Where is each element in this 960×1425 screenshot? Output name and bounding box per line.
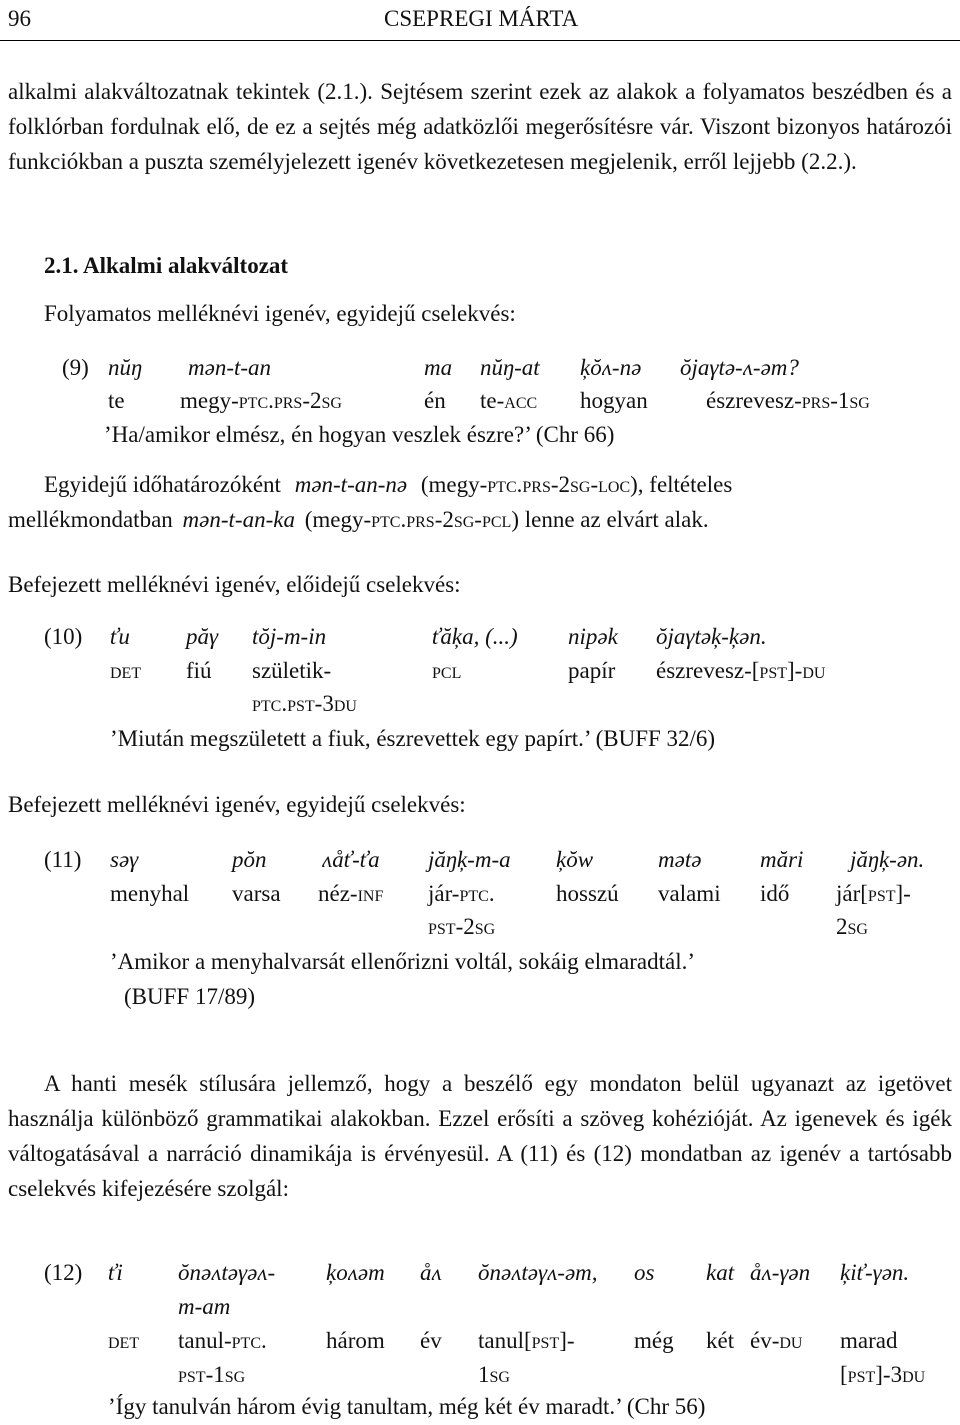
source-word: os bbox=[634, 1260, 655, 1285]
paragraph-2 bbox=[8, 1066, 952, 1206]
source-word: ķŏʌ-nə bbox=[580, 355, 642, 380]
gloss-word: [pst]-3du bbox=[840, 1362, 926, 1387]
translation: ’Ha/amikor elmész, én hogyan veszlek észre?’ (Chr 66) bbox=[104, 422, 615, 447]
translation: ’Így tanulván három évig tanultam, még két év maradt.’ (Chr 56) bbox=[108, 1394, 706, 1419]
source-word: ķŏw bbox=[556, 847, 594, 872]
gloss-word: tanul[pst]- bbox=[478, 1328, 575, 1353]
source-word: ťăķa, (...) bbox=[432, 624, 518, 649]
paragraph-1-text: alkalmi alakváltozatnak tekintek (2.1.). Sejtésem szerint ezek az alakok a folyamatos beszédben és a folklórban fordulnak elő, de ez a sejtés még adatközlői megerősítésre vár. Viszont bizonyos határozói funkciókban a puszta személyjelezett igenév következetesen megjelenik, erről lejjebb (2.2.). bbox=[8, 79, 952, 174]
note-line-1: Egyidejű időhatározóként mən-t-an-nə (megy-ptc.prs-2sg-loc), feltételes bbox=[44, 472, 733, 497]
gloss-word: születik- bbox=[252, 658, 332, 683]
source-word: ķiť-γən. bbox=[840, 1260, 910, 1285]
gloss-word: pst-1sg bbox=[178, 1362, 246, 1387]
paragraph-2-text: A hanti mesék stílusára jellemző, hogy a beszélő egy mondaton belül ugyanazt az igetövet használja különböző grammatikai alakokban. Ezzel erősíti a szöveg kohézióját. Az igenevek és igék váltogatásával a narráció dinamikája is érvényesül. A (11) és (12) mondatban az igenév a tartósabb cselekvés kifejezésére szolgál: bbox=[8, 1071, 952, 1201]
intro-example-9: Folyamatos melléknévi igenév, egyidejű cselekvés: bbox=[44, 301, 516, 326]
paragraph-1 bbox=[8, 74, 952, 179]
source-word: ʌåť-ťa bbox=[322, 847, 380, 872]
page-header bbox=[0, 0, 960, 41]
gloss-word: papír bbox=[568, 658, 616, 683]
gloss-word: jár-ptc. bbox=[428, 881, 495, 906]
page-number: 96 bbox=[8, 6, 31, 31]
gloss-word: két bbox=[706, 1328, 735, 1353]
gloss-word: néz-inf bbox=[318, 881, 384, 906]
gloss-word: te-acc bbox=[480, 388, 538, 413]
source-word: ķoʌəm bbox=[326, 1260, 385, 1285]
example-number: (9) bbox=[62, 355, 89, 380]
gloss-word: három bbox=[326, 1328, 385, 1353]
gloss-word: még bbox=[634, 1328, 674, 1353]
gloss-word: tanul-ptc. bbox=[178, 1328, 267, 1353]
gloss-word: jár[pst]- bbox=[836, 881, 911, 906]
gloss-word: menyhal bbox=[110, 881, 190, 906]
gloss-word: észrevesz-[pst]-du bbox=[656, 658, 826, 683]
source-word: åʌ-γən bbox=[750, 1260, 811, 1285]
gloss-word: pcl bbox=[432, 658, 462, 683]
source-word: nŭŋ-at bbox=[480, 355, 540, 380]
gloss-word: pst-2sg bbox=[428, 914, 496, 939]
source-word: ŏnəʌtəγəʌ- bbox=[178, 1260, 276, 1285]
gloss-word: det bbox=[110, 658, 142, 683]
intro-example-11: Befejezett melléknévi igenév, egyidejű cselekvés: bbox=[8, 792, 466, 817]
source-word: tŏj-m-in bbox=[252, 624, 327, 649]
gloss-word: megy-ptc.prs-2sg bbox=[180, 388, 342, 413]
gloss-word: 2sg bbox=[836, 914, 868, 939]
translation: ’Amikor a menyhalvarsát ellenőrizni voltál, sokáig elmaradtál.’ bbox=[110, 949, 696, 974]
source-word: ŏjaγtə-ʌ-əm? bbox=[680, 355, 799, 380]
translation-source: (BUFF 17/89) bbox=[124, 984, 255, 1009]
source-word: ŏjaγtəķ-ķən. bbox=[656, 624, 767, 649]
gloss-word: valami bbox=[658, 881, 721, 906]
gloss-word: varsa bbox=[232, 881, 281, 906]
source-word: ma bbox=[424, 355, 453, 380]
source-word: åʌ bbox=[420, 1260, 442, 1285]
gloss-word: hosszú bbox=[556, 881, 619, 906]
source-word: mətə bbox=[658, 847, 702, 872]
gloss-word: fiú bbox=[186, 658, 212, 683]
gloss-word: év bbox=[420, 1328, 442, 1353]
source-word: ťi bbox=[108, 1260, 123, 1285]
gloss-word: hogyan bbox=[580, 388, 648, 413]
note-line-2: mellékmondatban mən-t-an-ka (megy-ptc.prs-2sg-pcl) lenne az elvárt alak. bbox=[8, 507, 709, 532]
source-word: kat bbox=[706, 1260, 735, 1285]
source-word: ŏnəʌtəγʌ-əm, bbox=[478, 1260, 598, 1285]
source-word: jăŋķ-ən. bbox=[850, 847, 925, 872]
example-number: (10) bbox=[44, 624, 83, 649]
source-word: ťu bbox=[110, 624, 130, 649]
running-head: CSEPREGI MÁRTA bbox=[384, 6, 579, 31]
source-word: nipək bbox=[568, 624, 618, 649]
source-word: nŭŋ bbox=[108, 355, 143, 380]
example-number: (11) bbox=[44, 847, 82, 872]
source-word: m-am bbox=[178, 1294, 231, 1319]
gloss-word: én bbox=[424, 388, 446, 413]
gloss-word: idő bbox=[760, 881, 790, 906]
gloss-word: 1sg bbox=[478, 1362, 510, 1387]
source-word: pŏn bbox=[232, 847, 267, 872]
source-word: səγ bbox=[110, 847, 139, 872]
example-number: (12) bbox=[44, 1260, 83, 1285]
source-word: păγ bbox=[186, 624, 219, 649]
source-word: mən-t-an bbox=[188, 355, 272, 380]
gloss-word: észrevesz-prs-1sg bbox=[706, 388, 870, 413]
intro-example-10: Befejezett melléknévi igenév, előidejű cselekvés: bbox=[8, 572, 461, 597]
gloss-word: det bbox=[108, 1328, 140, 1353]
translation: ’Miután megszületett a fiuk, észrevettek egy papírt.’ (BUFF 32/6) bbox=[110, 726, 716, 751]
gloss-word: te bbox=[108, 388, 125, 413]
gloss-word: ptc.pst-3du bbox=[252, 691, 357, 716]
gloss-word: év-du bbox=[750, 1328, 803, 1353]
gloss-word: marad bbox=[840, 1328, 898, 1353]
source-word: jăŋķ-m-a bbox=[428, 847, 511, 872]
section-heading: 2.1. Alkalmi alakváltozat bbox=[44, 253, 289, 278]
source-word: mări bbox=[760, 847, 804, 872]
